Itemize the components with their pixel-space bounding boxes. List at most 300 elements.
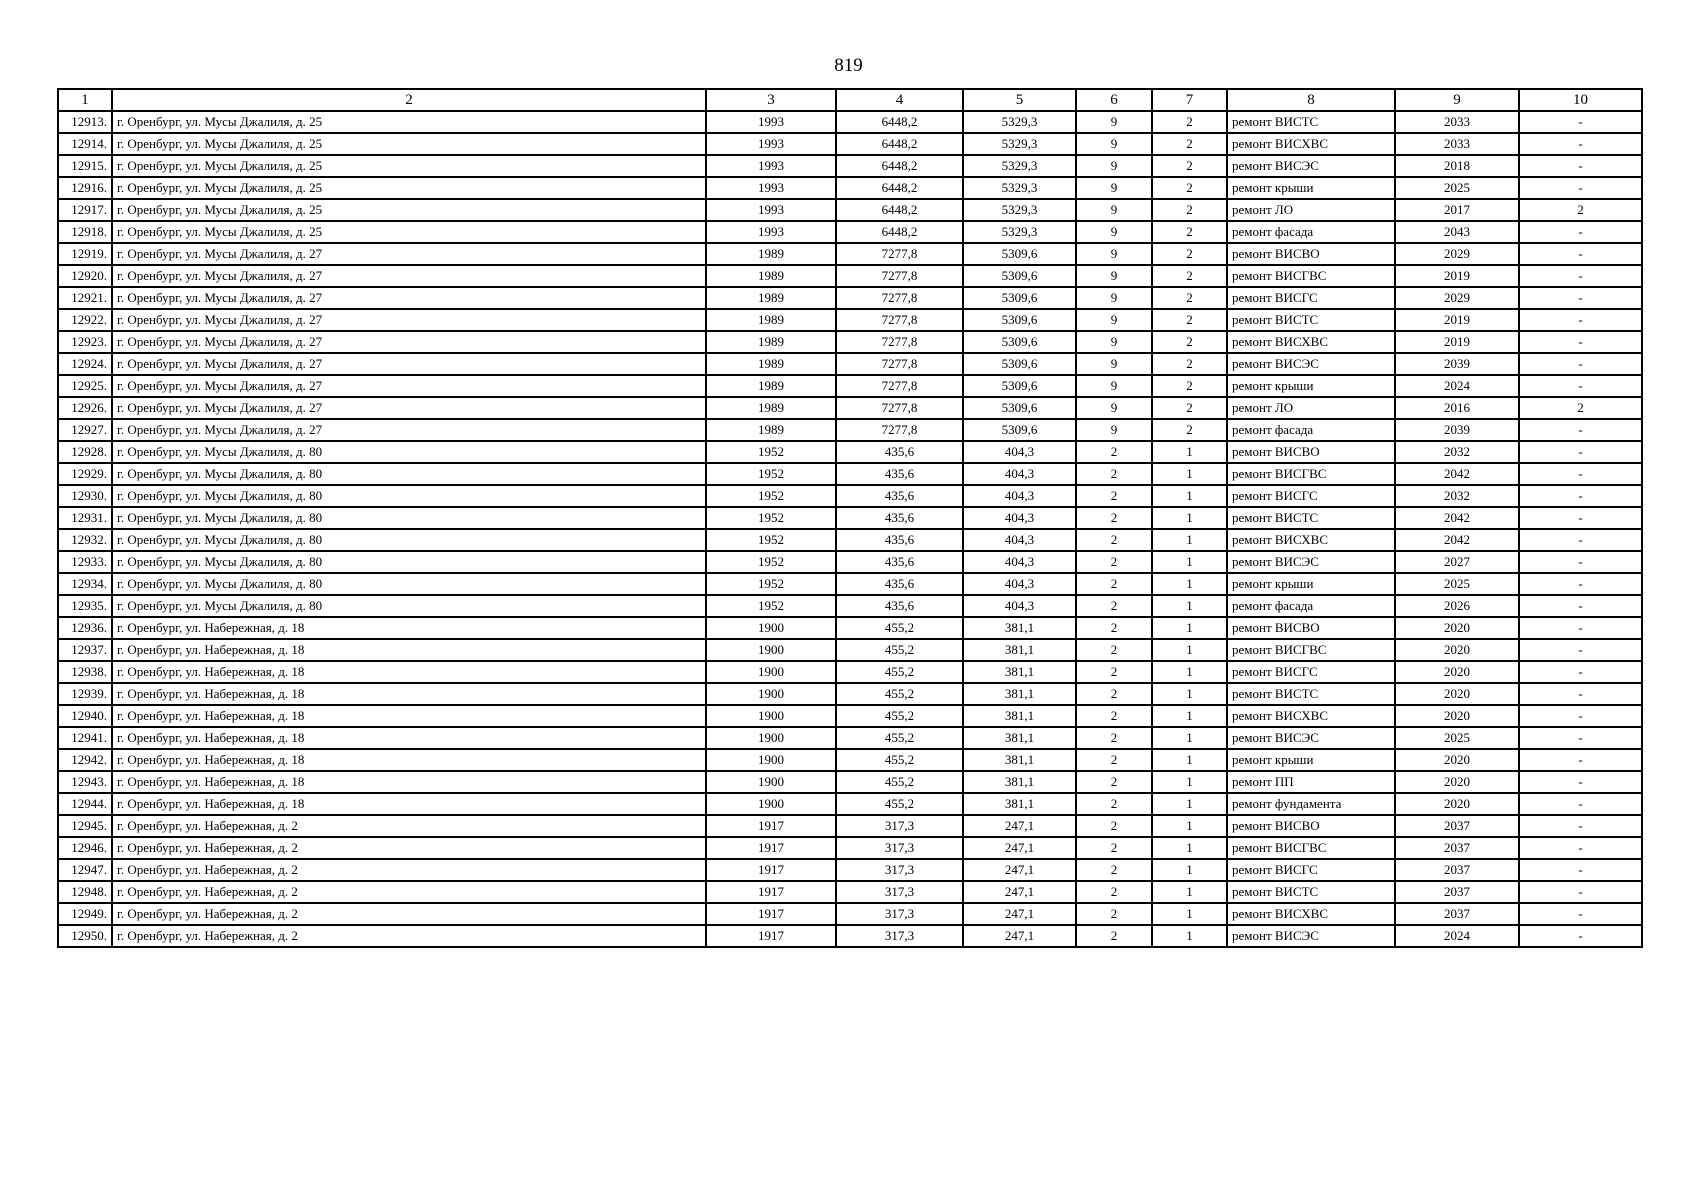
- cell-build-year: 1989: [706, 397, 836, 419]
- cell-floors: 2: [1076, 485, 1152, 507]
- cell-living-area: 381,1: [963, 749, 1076, 771]
- cell-total-area: 435,6: [836, 485, 963, 507]
- table-row: [58, 661, 1642, 683]
- cell-build-year: 1900: [706, 793, 836, 815]
- cell-plan-year: 2017: [1395, 199, 1519, 221]
- cell-row-number: 12944.: [58, 793, 112, 815]
- cell-living-area: 5329,3: [963, 199, 1076, 221]
- cell-plan-year: 2029: [1395, 287, 1519, 309]
- cell-row-number: 12938.: [58, 661, 112, 683]
- cell-floors: 2: [1076, 573, 1152, 595]
- cell-build-year: 1952: [706, 485, 836, 507]
- cell-note: -: [1519, 507, 1642, 529]
- cell-plan-year: 2020: [1395, 683, 1519, 705]
- cell-floors: 2: [1076, 793, 1152, 815]
- table-row: [58, 221, 1642, 243]
- cell-floors: 9: [1076, 199, 1152, 221]
- cell-floors: 2: [1076, 727, 1152, 749]
- cell-address: г. Оренбург, ул. Мусы Джалиля, д. 80: [112, 551, 706, 573]
- cell-row-number: 12917.: [58, 199, 112, 221]
- cell-address: г. Оренбург, ул. Набережная, д. 2: [112, 903, 706, 925]
- cell-row-number: 12927.: [58, 419, 112, 441]
- cell-floors: 9: [1076, 353, 1152, 375]
- cell-entrances: 1: [1152, 749, 1227, 771]
- cell-living-area: 5309,6: [963, 397, 1076, 419]
- cell-living-area: 381,1: [963, 771, 1076, 793]
- cell-plan-year: 2020: [1395, 661, 1519, 683]
- cell-address: г. Оренбург, ул. Мусы Джалиля, д. 25: [112, 111, 706, 133]
- cell-living-area: 404,3: [963, 573, 1076, 595]
- cell-plan-year: 2029: [1395, 243, 1519, 265]
- cell-work-type: ремонт фасада: [1227, 419, 1395, 441]
- cell-row-number: 12924.: [58, 353, 112, 375]
- table-row: [58, 485, 1642, 507]
- cell-entrances: 1: [1152, 529, 1227, 551]
- cell-note: -: [1519, 595, 1642, 617]
- cell-row-number: 12935.: [58, 595, 112, 617]
- cell-row-number: 12920.: [58, 265, 112, 287]
- table-row: [58, 287, 1642, 309]
- cell-row-number: 12914.: [58, 133, 112, 155]
- cell-entrances: 1: [1152, 925, 1227, 947]
- cell-note: -: [1519, 133, 1642, 155]
- cell-row-number: 12937.: [58, 639, 112, 661]
- cell-note: -: [1519, 287, 1642, 309]
- cell-plan-year: 2026: [1395, 595, 1519, 617]
- cell-row-number: 12950.: [58, 925, 112, 947]
- cell-work-type: ремонт ВИСГВС: [1227, 265, 1395, 287]
- cell-row-number: 12922.: [58, 309, 112, 331]
- cell-address: г. Оренбург, ул. Мусы Джалиля, д. 27: [112, 397, 706, 419]
- cell-entrances: 2: [1152, 419, 1227, 441]
- cell-build-year: 1993: [706, 199, 836, 221]
- cell-living-area: 381,1: [963, 617, 1076, 639]
- cell-build-year: 1952: [706, 529, 836, 551]
- table-row: [58, 639, 1642, 661]
- cell-address: г. Оренбург, ул. Мусы Джалиля, д. 25: [112, 155, 706, 177]
- table-row: [58, 243, 1642, 265]
- cell-address: г. Оренбург, ул. Мусы Джалиля, д. 80: [112, 441, 706, 463]
- cell-note: -: [1519, 177, 1642, 199]
- column-header-6: 6: [1076, 89, 1152, 111]
- cell-note: -: [1519, 155, 1642, 177]
- cell-work-type: ремонт ВИСГВС: [1227, 463, 1395, 485]
- cell-row-number: 12930.: [58, 485, 112, 507]
- cell-living-area: 404,3: [963, 441, 1076, 463]
- cell-living-area: 5329,3: [963, 221, 1076, 243]
- cell-floors: 2: [1076, 551, 1152, 573]
- cell-entrances: 1: [1152, 441, 1227, 463]
- cell-plan-year: 2018: [1395, 155, 1519, 177]
- cell-row-number: 12916.: [58, 177, 112, 199]
- cell-address: г. Оренбург, ул. Мусы Джалиля, д. 80: [112, 529, 706, 551]
- cell-total-area: 7277,8: [836, 309, 963, 331]
- cell-work-type: ремонт ВИСГВС: [1227, 837, 1395, 859]
- cell-build-year: 1900: [706, 705, 836, 727]
- cell-total-area: 317,3: [836, 837, 963, 859]
- cell-floors: 2: [1076, 617, 1152, 639]
- cell-living-area: 381,1: [963, 705, 1076, 727]
- cell-plan-year: 2037: [1395, 903, 1519, 925]
- cell-build-year: 1989: [706, 331, 836, 353]
- cell-work-type: ремонт ВИСЭС: [1227, 925, 1395, 947]
- cell-entrances: 2: [1152, 177, 1227, 199]
- cell-build-year: 1989: [706, 419, 836, 441]
- cell-plan-year: 2042: [1395, 463, 1519, 485]
- cell-address: г. Оренбург, ул. Набережная, д. 18: [112, 639, 706, 661]
- cell-address: г. Оренбург, ул. Набережная, д. 18: [112, 705, 706, 727]
- table-row: [58, 705, 1642, 727]
- cell-floors: 9: [1076, 309, 1152, 331]
- table-row: [58, 463, 1642, 485]
- table-row: [58, 903, 1642, 925]
- cell-note: -: [1519, 859, 1642, 881]
- cell-address: г. Оренбург, ул. Мусы Джалиля, д. 27: [112, 353, 706, 375]
- cell-row-number: 12936.: [58, 617, 112, 639]
- table-row: [58, 309, 1642, 331]
- cell-build-year: 1952: [706, 507, 836, 529]
- cell-build-year: 1989: [706, 309, 836, 331]
- cell-entrances: 1: [1152, 771, 1227, 793]
- cell-entrances: 1: [1152, 551, 1227, 573]
- cell-total-area: 6448,2: [836, 155, 963, 177]
- cell-work-type: ремонт ВИСТС: [1227, 111, 1395, 133]
- cell-total-area: 435,6: [836, 441, 963, 463]
- cell-build-year: 1900: [706, 683, 836, 705]
- cell-row-number: 12949.: [58, 903, 112, 925]
- cell-entrances: 2: [1152, 309, 1227, 331]
- header-row: [58, 89, 1642, 111]
- cell-floors: 9: [1076, 397, 1152, 419]
- cell-living-area: 5309,6: [963, 331, 1076, 353]
- cell-entrances: 1: [1152, 463, 1227, 485]
- cell-floors: 2: [1076, 903, 1152, 925]
- cell-work-type: ремонт ПП: [1227, 771, 1395, 793]
- cell-living-area: 247,1: [963, 837, 1076, 859]
- cell-floors: 9: [1076, 243, 1152, 265]
- cell-living-area: 5329,3: [963, 133, 1076, 155]
- cell-floors: 2: [1076, 837, 1152, 859]
- cell-build-year: 1952: [706, 463, 836, 485]
- cell-work-type: ремонт ВИСЭС: [1227, 551, 1395, 573]
- cell-row-number: 12933.: [58, 551, 112, 573]
- cell-plan-year: 2024: [1395, 925, 1519, 947]
- cell-build-year: 1989: [706, 265, 836, 287]
- cell-plan-year: 2033: [1395, 133, 1519, 155]
- cell-address: г. Оренбург, ул. Мусы Джалиля, д. 25: [112, 177, 706, 199]
- cell-entrances: 1: [1152, 507, 1227, 529]
- cell-address: г. Оренбург, ул. Набережная, д. 2: [112, 925, 706, 947]
- cell-work-type: ремонт ВИСТС: [1227, 881, 1395, 903]
- column-header-3: 3: [706, 89, 836, 111]
- cell-floors: 2: [1076, 881, 1152, 903]
- cell-work-type: ремонт ВИСВО: [1227, 617, 1395, 639]
- cell-floors: 2: [1076, 661, 1152, 683]
- cell-floors: 2: [1076, 441, 1152, 463]
- repair-schedule-table: [57, 88, 1643, 948]
- cell-address: г. Оренбург, ул. Набережная, д. 2: [112, 881, 706, 903]
- cell-plan-year: 2024: [1395, 375, 1519, 397]
- cell-row-number: 12947.: [58, 859, 112, 881]
- table-row: [58, 925, 1642, 947]
- cell-work-type: ремонт ВИСТС: [1227, 507, 1395, 529]
- table-row: [58, 683, 1642, 705]
- cell-note: -: [1519, 903, 1642, 925]
- cell-work-type: ремонт фасада: [1227, 221, 1395, 243]
- cell-living-area: 5309,6: [963, 309, 1076, 331]
- cell-entrances: 1: [1152, 903, 1227, 925]
- cell-floors: 9: [1076, 221, 1152, 243]
- cell-row-number: 12934.: [58, 573, 112, 595]
- cell-entrances: 2: [1152, 265, 1227, 287]
- cell-floors: 2: [1076, 925, 1152, 947]
- cell-total-area: 317,3: [836, 903, 963, 925]
- cell-plan-year: 2020: [1395, 639, 1519, 661]
- cell-total-area: 6448,2: [836, 111, 963, 133]
- cell-build-year: 1900: [706, 771, 836, 793]
- cell-address: г. Оренбург, ул. Мусы Джалиля, д. 25: [112, 133, 706, 155]
- table-row: [58, 837, 1642, 859]
- cell-note: -: [1519, 881, 1642, 903]
- cell-plan-year: 2020: [1395, 617, 1519, 639]
- cell-entrances: 1: [1152, 881, 1227, 903]
- cell-note: -: [1519, 749, 1642, 771]
- cell-address: г. Оренбург, ул. Мусы Джалиля, д. 80: [112, 595, 706, 617]
- cell-build-year: 1900: [706, 661, 836, 683]
- cell-work-type: ремонт ВИСГС: [1227, 859, 1395, 881]
- cell-floors: 2: [1076, 595, 1152, 617]
- column-header-1: 1: [58, 89, 112, 111]
- cell-work-type: ремонт ВИСХВС: [1227, 705, 1395, 727]
- column-header-9: 9: [1395, 89, 1519, 111]
- cell-build-year: 1900: [706, 639, 836, 661]
- cell-plan-year: 2025: [1395, 573, 1519, 595]
- cell-note: -: [1519, 617, 1642, 639]
- cell-note: -: [1519, 925, 1642, 947]
- cell-build-year: 1952: [706, 573, 836, 595]
- cell-plan-year: 2032: [1395, 485, 1519, 507]
- table-row: [58, 771, 1642, 793]
- column-header-2: 2: [112, 89, 706, 111]
- cell-row-number: 12929.: [58, 463, 112, 485]
- cell-total-area: 7277,8: [836, 419, 963, 441]
- cell-entrances: 2: [1152, 353, 1227, 375]
- cell-row-number: 12919.: [58, 243, 112, 265]
- cell-address: г. Оренбург, ул. Мусы Джалиля, д. 27: [112, 375, 706, 397]
- cell-floors: 2: [1076, 683, 1152, 705]
- cell-note: -: [1519, 243, 1642, 265]
- cell-entrances: 2: [1152, 287, 1227, 309]
- cell-floors: 9: [1076, 287, 1152, 309]
- table-row: [58, 419, 1642, 441]
- cell-build-year: 1952: [706, 441, 836, 463]
- cell-total-area: 455,2: [836, 771, 963, 793]
- column-header-5: 5: [963, 89, 1076, 111]
- cell-note: -: [1519, 529, 1642, 551]
- cell-total-area: 7277,8: [836, 353, 963, 375]
- table-row: [58, 265, 1642, 287]
- cell-address: г. Оренбург, ул. Набережная, д. 18: [112, 771, 706, 793]
- cell-entrances: 2: [1152, 199, 1227, 221]
- cell-total-area: 317,3: [836, 925, 963, 947]
- cell-entrances: 1: [1152, 485, 1227, 507]
- cell-row-number: 12921.: [58, 287, 112, 309]
- cell-address: г. Оренбург, ул. Мусы Джалиля, д. 80: [112, 507, 706, 529]
- cell-note: -: [1519, 661, 1642, 683]
- cell-plan-year: 2019: [1395, 265, 1519, 287]
- cell-living-area: 5329,3: [963, 155, 1076, 177]
- cell-work-type: ремонт ВИСЭС: [1227, 353, 1395, 375]
- column-header-10: 10: [1519, 89, 1642, 111]
- cell-address: г. Оренбург, ул. Набережная, д. 2: [112, 815, 706, 837]
- cell-living-area: 404,3: [963, 529, 1076, 551]
- cell-build-year: 1900: [706, 727, 836, 749]
- table-row: [58, 155, 1642, 177]
- cell-living-area: 247,1: [963, 881, 1076, 903]
- cell-build-year: 1989: [706, 375, 836, 397]
- cell-row-number: 12926.: [58, 397, 112, 419]
- table-row: [58, 177, 1642, 199]
- cell-row-number: 12939.: [58, 683, 112, 705]
- cell-build-year: 1917: [706, 859, 836, 881]
- cell-living-area: 404,3: [963, 595, 1076, 617]
- cell-living-area: 5309,6: [963, 419, 1076, 441]
- cell-note: -: [1519, 221, 1642, 243]
- cell-work-type: ремонт ЛО: [1227, 199, 1395, 221]
- cell-plan-year: 2020: [1395, 793, 1519, 815]
- cell-floors: 2: [1076, 815, 1152, 837]
- cell-address: г. Оренбург, ул. Набережная, д. 18: [112, 683, 706, 705]
- cell-entrances: 1: [1152, 683, 1227, 705]
- cell-total-area: 435,6: [836, 507, 963, 529]
- table-row: [58, 749, 1642, 771]
- cell-address: г. Оренбург, ул. Мусы Джалиля, д. 80: [112, 463, 706, 485]
- cell-living-area: 404,3: [963, 551, 1076, 573]
- cell-address: г. Оренбург, ул. Мусы Джалиля, д. 27: [112, 287, 706, 309]
- cell-address: г. Оренбург, ул. Мусы Джалиля, д. 27: [112, 309, 706, 331]
- cell-plan-year: 2042: [1395, 529, 1519, 551]
- cell-note: -: [1519, 111, 1642, 133]
- cell-living-area: 247,1: [963, 903, 1076, 925]
- table-row: [58, 595, 1642, 617]
- cell-build-year: 1993: [706, 221, 836, 243]
- cell-floors: 2: [1076, 705, 1152, 727]
- table-row: [58, 793, 1642, 815]
- cell-note: -: [1519, 705, 1642, 727]
- cell-total-area: 6448,2: [836, 199, 963, 221]
- table-row: [58, 881, 1642, 903]
- cell-build-year: 1989: [706, 243, 836, 265]
- cell-total-area: 317,3: [836, 859, 963, 881]
- cell-note: 2: [1519, 397, 1642, 419]
- cell-build-year: 1900: [706, 749, 836, 771]
- cell-row-number: 12918.: [58, 221, 112, 243]
- cell-living-area: 404,3: [963, 507, 1076, 529]
- page-number: 819: [834, 55, 863, 76]
- cell-build-year: 1900: [706, 617, 836, 639]
- table-body: [58, 111, 1642, 947]
- cell-note: -: [1519, 639, 1642, 661]
- cell-floors: 9: [1076, 155, 1152, 177]
- cell-total-area: 455,2: [836, 793, 963, 815]
- cell-total-area: 7277,8: [836, 331, 963, 353]
- cell-total-area: 7277,8: [836, 287, 963, 309]
- cell-note: -: [1519, 837, 1642, 859]
- cell-living-area: 381,1: [963, 727, 1076, 749]
- cell-living-area: 5309,6: [963, 353, 1076, 375]
- cell-floors: 2: [1076, 771, 1152, 793]
- cell-plan-year: 2020: [1395, 705, 1519, 727]
- cell-total-area: 6448,2: [836, 177, 963, 199]
- cell-living-area: 5329,3: [963, 177, 1076, 199]
- cell-address: г. Оренбург, ул. Мусы Джалиля, д. 25: [112, 221, 706, 243]
- cell-work-type: ремонт ВИСВО: [1227, 441, 1395, 463]
- cell-total-area: 6448,2: [836, 221, 963, 243]
- cell-entrances: 1: [1152, 727, 1227, 749]
- cell-row-number: 12942.: [58, 749, 112, 771]
- cell-entrances: 1: [1152, 815, 1227, 837]
- column-header-8: 8: [1227, 89, 1395, 111]
- cell-work-type: ремонт ВИСГВС: [1227, 639, 1395, 661]
- cell-address: г. Оренбург, ул. Набережная, д. 2: [112, 837, 706, 859]
- column-header-7: 7: [1152, 89, 1227, 111]
- cell-entrances: 2: [1152, 375, 1227, 397]
- cell-living-area: 404,3: [963, 485, 1076, 507]
- cell-plan-year: 2019: [1395, 331, 1519, 353]
- cell-plan-year: 2032: [1395, 441, 1519, 463]
- cell-row-number: 12948.: [58, 881, 112, 903]
- cell-work-type: ремонт ВИСТС: [1227, 683, 1395, 705]
- cell-work-type: ремонт ВИСХВС: [1227, 133, 1395, 155]
- cell-plan-year: 2025: [1395, 177, 1519, 199]
- cell-build-year: 1917: [706, 925, 836, 947]
- cell-floors: 2: [1076, 529, 1152, 551]
- cell-entrances: 2: [1152, 111, 1227, 133]
- cell-living-area: 381,1: [963, 661, 1076, 683]
- cell-address: г. Оренбург, ул. Мусы Джалиля, д. 27: [112, 243, 706, 265]
- cell-address: г. Оренбург, ул. Набережная, д. 18: [112, 727, 706, 749]
- cell-plan-year: 2039: [1395, 419, 1519, 441]
- cell-total-area: 435,6: [836, 595, 963, 617]
- cell-work-type: ремонт ВИСГС: [1227, 287, 1395, 309]
- cell-work-type: ремонт ЛО: [1227, 397, 1395, 419]
- cell-floors: 2: [1076, 639, 1152, 661]
- cell-entrances: 2: [1152, 133, 1227, 155]
- cell-address: г. Оренбург, ул. Набережная, д. 18: [112, 661, 706, 683]
- cell-total-area: 317,3: [836, 815, 963, 837]
- cell-work-type: ремонт ВИСХВС: [1227, 529, 1395, 551]
- cell-build-year: 1993: [706, 155, 836, 177]
- cell-row-number: 12940.: [58, 705, 112, 727]
- cell-plan-year: 2019: [1395, 309, 1519, 331]
- cell-floors: 9: [1076, 331, 1152, 353]
- cell-note: -: [1519, 551, 1642, 573]
- cell-row-number: 12913.: [58, 111, 112, 133]
- cell-work-type: ремонт ВИСТС: [1227, 309, 1395, 331]
- cell-total-area: 455,2: [836, 705, 963, 727]
- cell-note: -: [1519, 683, 1642, 705]
- cell-work-type: ремонт ВИСХВС: [1227, 903, 1395, 925]
- cell-address: г. Оренбург, ул. Набережная, д. 18: [112, 793, 706, 815]
- cell-plan-year: 2027: [1395, 551, 1519, 573]
- cell-entrances: 1: [1152, 837, 1227, 859]
- cell-living-area: 247,1: [963, 859, 1076, 881]
- table-row: [58, 199, 1642, 221]
- cell-build-year: 1917: [706, 903, 836, 925]
- table-row: [58, 353, 1642, 375]
- cell-work-type: ремонт фундамента: [1227, 793, 1395, 815]
- cell-entrances: 1: [1152, 661, 1227, 683]
